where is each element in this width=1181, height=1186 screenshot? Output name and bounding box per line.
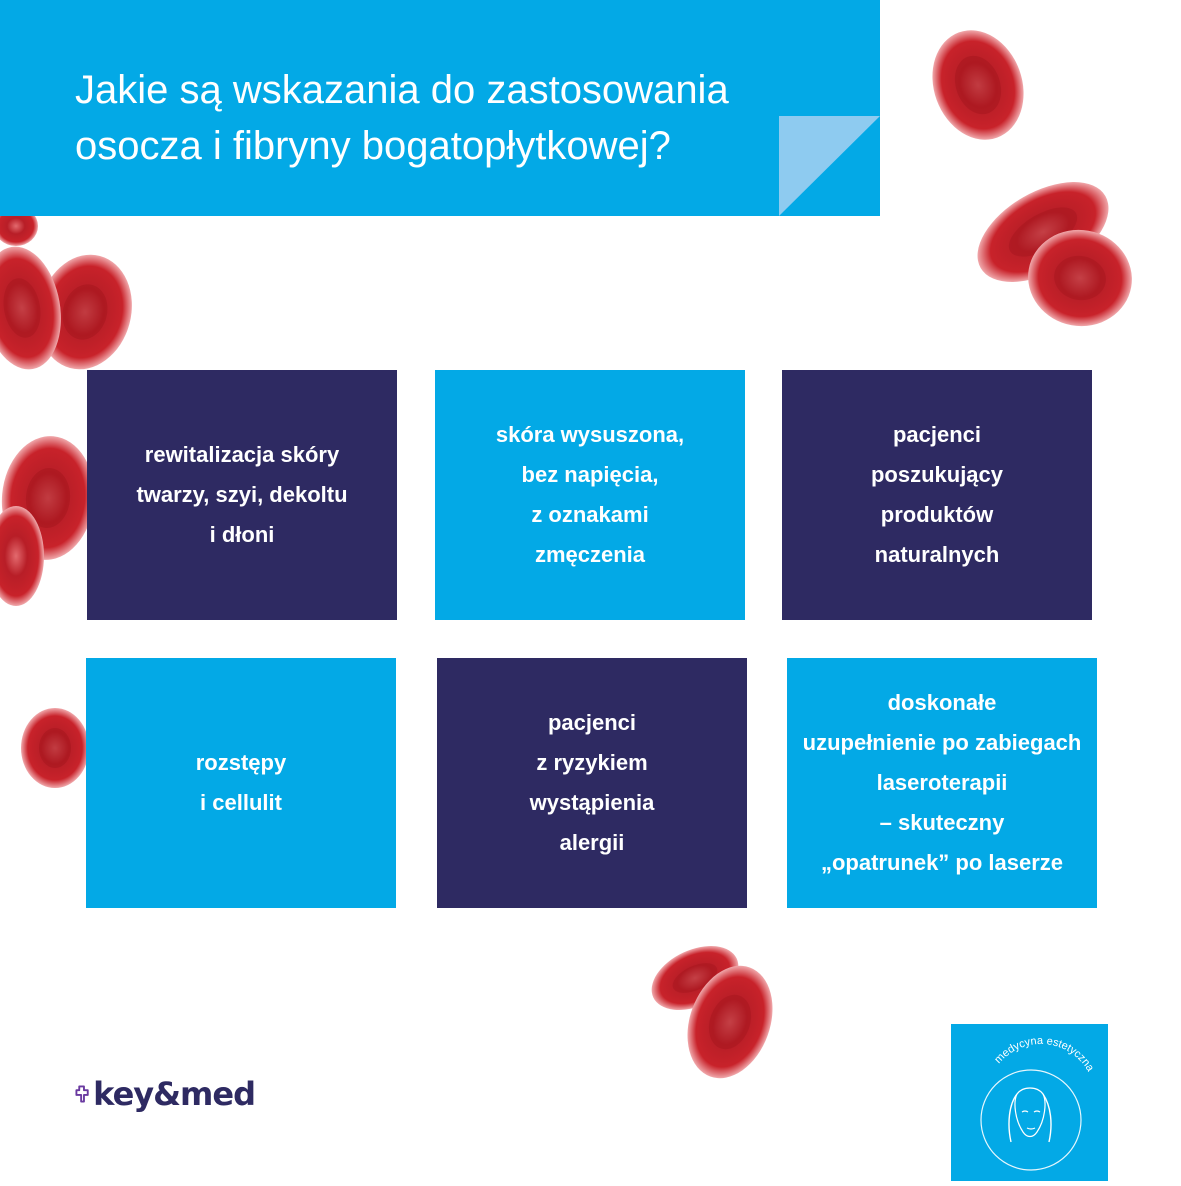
indication-line: z ryzykiem — [536, 750, 648, 775]
blood-cell — [918, 17, 1039, 152]
indication-line: wystąpienia — [529, 790, 655, 815]
indication-line: rozstępy — [195, 750, 287, 775]
indication-line: doskonałe — [887, 690, 997, 715]
keymed-logo — [75, 1074, 255, 1114]
svg-text:medycyna estetyczna — [992, 1035, 1096, 1074]
indication-line: rewitalizacja skóry — [144, 442, 340, 467]
indication-line: i dłoni — [209, 522, 275, 547]
indication-dry-skin — [435, 370, 745, 620]
woman-face-icon — [951, 1024, 1108, 1181]
indication-line: poszukujący — [870, 462, 1004, 487]
blood-cell — [21, 708, 89, 788]
indication-skin-revitalization — [87, 370, 397, 620]
indication-line: produktów — [880, 502, 994, 527]
indication-line: bez napięcia, — [521, 462, 659, 487]
indication-natural-products — [782, 370, 1092, 620]
indication-allergy-risk — [437, 658, 747, 908]
indication-line: z oznakami — [531, 502, 649, 527]
indication-line: skóra wysuszona, — [495, 422, 685, 447]
indication-stretch-marks-cellulite — [86, 658, 396, 908]
indication-line: pacjenci — [547, 710, 637, 735]
title-line-2: osocza i fibryny bogatopłytkowej? — [75, 124, 671, 168]
indication-line: twarzy, szyi, dekoltu — [136, 482, 348, 507]
indication-line: uzupełnienie po zabiegach — [802, 730, 1082, 755]
title-line-1: Jakie są wskazania do zastosowania — [75, 68, 729, 112]
indication-line: pacjenci — [892, 422, 982, 447]
indication-laser-therapy — [787, 658, 1097, 908]
page-title — [75, 62, 795, 174]
indication-line: laseroterapii — [876, 770, 1008, 795]
indication-line: i cellulit — [200, 790, 282, 815]
indication-line: zmęczenia — [534, 542, 646, 567]
indication-line: naturalnych — [874, 542, 1000, 567]
indication-line: „opatrunek” po laserze — [820, 850, 1064, 875]
aesthetic-medicine-badge — [951, 1024, 1108, 1181]
indication-line: alergii — [559, 830, 625, 855]
badge-arc-text: medycyna estetyczna — [992, 1034, 1097, 1074]
indication-line: – skuteczny — [879, 810, 1005, 835]
brand-name: key&med — [93, 1075, 255, 1113]
cross-logo-icon — [75, 1076, 89, 1112]
